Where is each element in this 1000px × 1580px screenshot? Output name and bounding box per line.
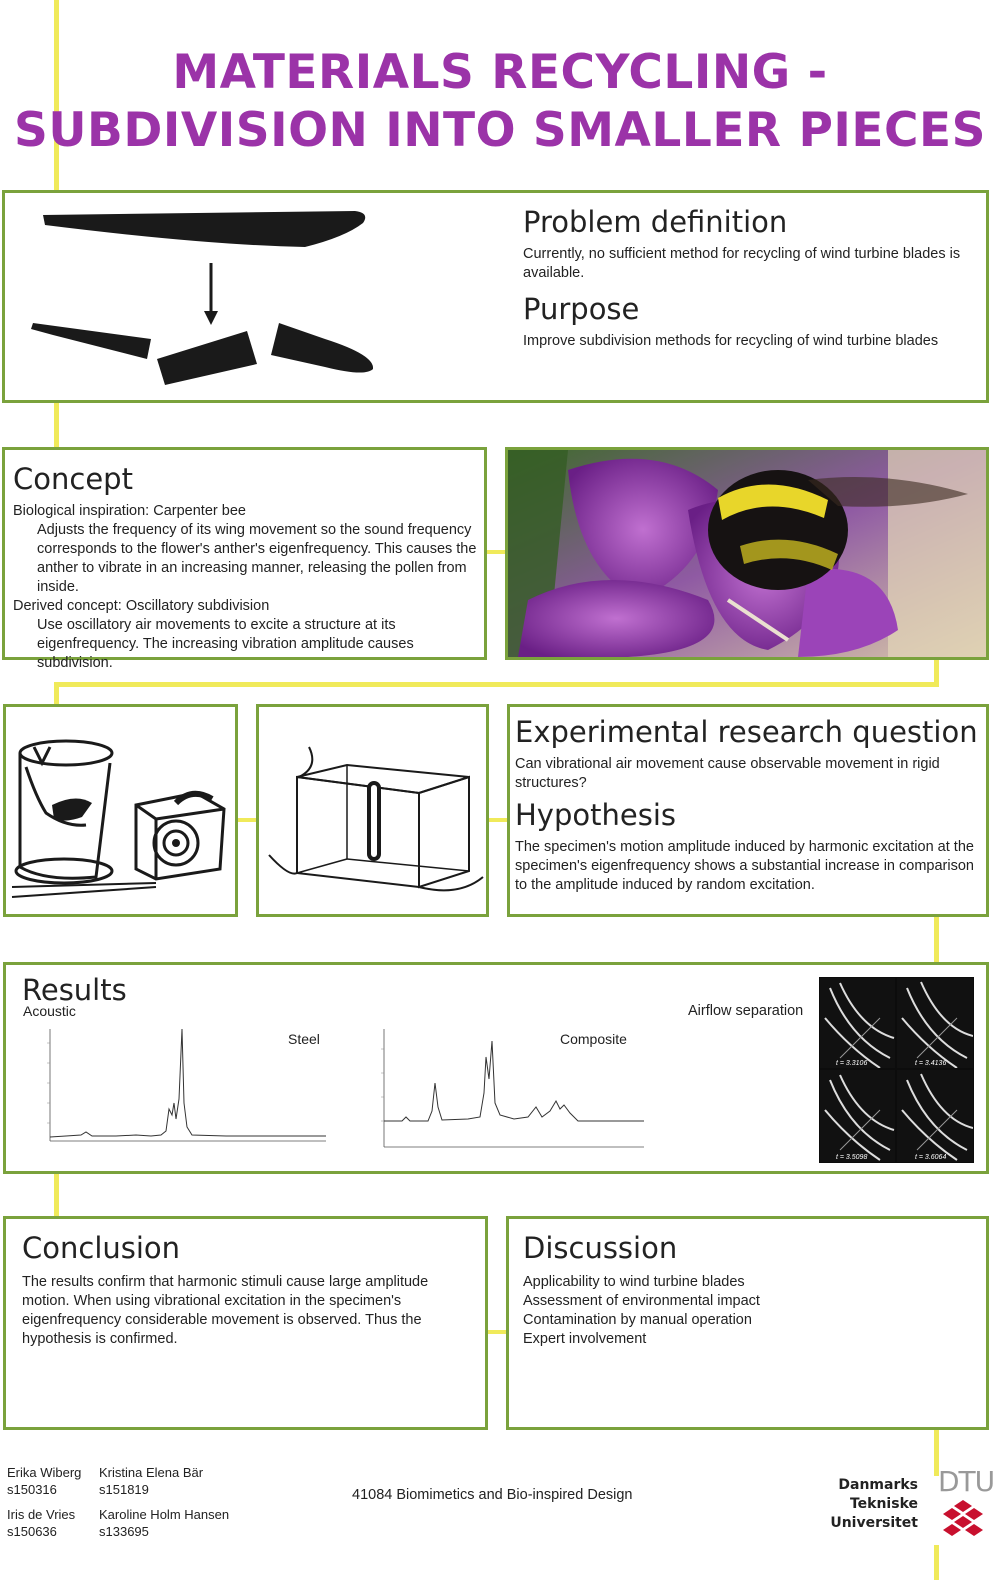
problem-heading: Problem definition — [523, 205, 788, 239]
hypothesis-heading: Hypothesis — [515, 798, 676, 832]
author-name: Karoline Holm Hansen — [99, 1507, 230, 1522]
author-id: s150636 — [7, 1524, 57, 1539]
discussion-item: Assessment of environmental impact — [523, 1293, 760, 1309]
steel-label: Steel — [288, 1031, 320, 1047]
title-line-1: MATERIALS RECYCLING - — [172, 45, 828, 100]
author-2 — [99, 1464, 203, 1498]
author-name: Iris de Vries — [7, 1507, 76, 1522]
composite-label: Composite — [560, 1031, 627, 1047]
dtu-logo-text: DTU — [938, 1465, 995, 1498]
bio-label: Biological inspiration: Carpenter bee — [13, 503, 246, 519]
problem-section — [2, 190, 989, 403]
author-name: Erika Wiberg — [7, 1465, 82, 1480]
hypothesis-text: The specimen's motion amplitude induced by harmonic excitation at the specimen's eigenfrequency shows a substantial increase in comparison to the amplitude induced by random excitation. — [515, 839, 974, 893]
airflow-frame-3 — [820, 1070, 895, 1162]
airflow-frame-4 — [897, 1070, 973, 1162]
frame-time-2: t = 3.4136 — [915, 1060, 947, 1067]
author-3 — [7, 1506, 75, 1540]
airflow-frame-2 — [897, 978, 973, 1068]
connector-line — [934, 916, 939, 964]
jar-speaker-icon — [6, 707, 235, 914]
conclusion-section — [3, 1216, 488, 1430]
connector-line — [934, 1545, 939, 1580]
results-heading: Results — [22, 973, 127, 1007]
author-name: Kristina Elena Bär — [99, 1465, 204, 1480]
bio-text: Adjusts the frequency of its wing movement so the sound frequency corresponds to the flower's anther's eigenfrequency. This causes the anther to vibrate in an increasing manner, releasing the pollen from inside. — [37, 522, 477, 595]
poster-title — [0, 44, 1000, 160]
purpose-heading: Purpose — [523, 292, 640, 326]
connector-line — [54, 682, 939, 687]
author-id: s150316 — [7, 1482, 57, 1497]
title-line-2: SUBDIVISION INTO SMALLER PIECES — [14, 103, 986, 158]
frame-time-1: t = 3.3106 — [836, 1060, 868, 1067]
airflow-frames — [819, 977, 974, 1163]
experiment-section — [507, 704, 989, 917]
airflow-label: Airflow separation — [688, 1003, 804, 1019]
connector-line — [54, 1172, 59, 1218]
conclusion-heading: Conclusion — [22, 1231, 181, 1265]
university-line: Danmarks — [838, 1477, 918, 1493]
discussion-item: Applicability to wind turbine blades — [523, 1274, 745, 1290]
author-1 — [7, 1464, 81, 1498]
dtu-logo — [938, 1465, 995, 1546]
box-specimen-icon — [259, 707, 486, 914]
connector-line — [54, 400, 59, 450]
airflow-frame-1 — [820, 978, 895, 1068]
frame-time-3: t = 3.5098 — [836, 1154, 868, 1161]
university-line: Tekniske — [849, 1496, 918, 1512]
connector-line — [487, 1330, 507, 1334]
conclusion-text: The results confirm that harmonic stimuli cause large amplitude motion. When using vibrational excitation in the specimen's eigenfrequency considerable movement is observed. Thus the hypothesis is confirmed. — [22, 1274, 429, 1347]
course-name: 41084 Biomimetics and Bio-inspired Design — [352, 1487, 633, 1503]
connector-line — [237, 818, 257, 822]
frame-time-4: t = 3.6064 — [915, 1154, 947, 1161]
experiment-text: Can vibrational air movement cause observable movement in rigid structures? — [515, 756, 940, 791]
discussion-section — [506, 1216, 989, 1430]
bee-photo — [505, 447, 989, 660]
acoustic-label: Acoustic — [23, 1003, 76, 1019]
derived-text: Use oscillatory air movements to excite a structure at its eigenfrequency. The increasing vibration amplitude causes subdivision. — [37, 617, 414, 671]
concept-heading: Concept — [13, 462, 133, 496]
carpenter-bee-image — [508, 450, 986, 657]
derived-label: Derived concept: Oscillatory subdivision — [13, 598, 270, 614]
blade-subdivision-icon — [25, 199, 425, 399]
discussion-heading: Discussion — [523, 1231, 678, 1265]
setup-sketch-jar-speaker — [3, 704, 238, 917]
connector-line — [488, 818, 508, 822]
author-id: s133695 — [99, 1524, 149, 1539]
problem-text: Currently, no sufficient method for recycling of wind turbine blades is available. — [523, 246, 961, 281]
purpose-text: Improve subdivision methods for recycling of wind turbine blades — [523, 333, 939, 349]
discussion-item: Contamination by manual operation — [523, 1312, 752, 1328]
concept-section — [2, 447, 487, 671]
connector-line — [54, 682, 59, 706]
discussion-item: Expert involvement — [523, 1331, 647, 1347]
setup-sketch-box — [256, 704, 489, 917]
dtu-logo-mark — [938, 1500, 988, 1540]
author-4 — [99, 1506, 229, 1540]
university-line: Universitet — [830, 1515, 918, 1531]
results-section — [3, 962, 989, 1174]
university-name — [800, 1476, 918, 1533]
author-id: s151819 — [99, 1482, 149, 1497]
experiment-heading: Experimental research question — [515, 715, 978, 749]
